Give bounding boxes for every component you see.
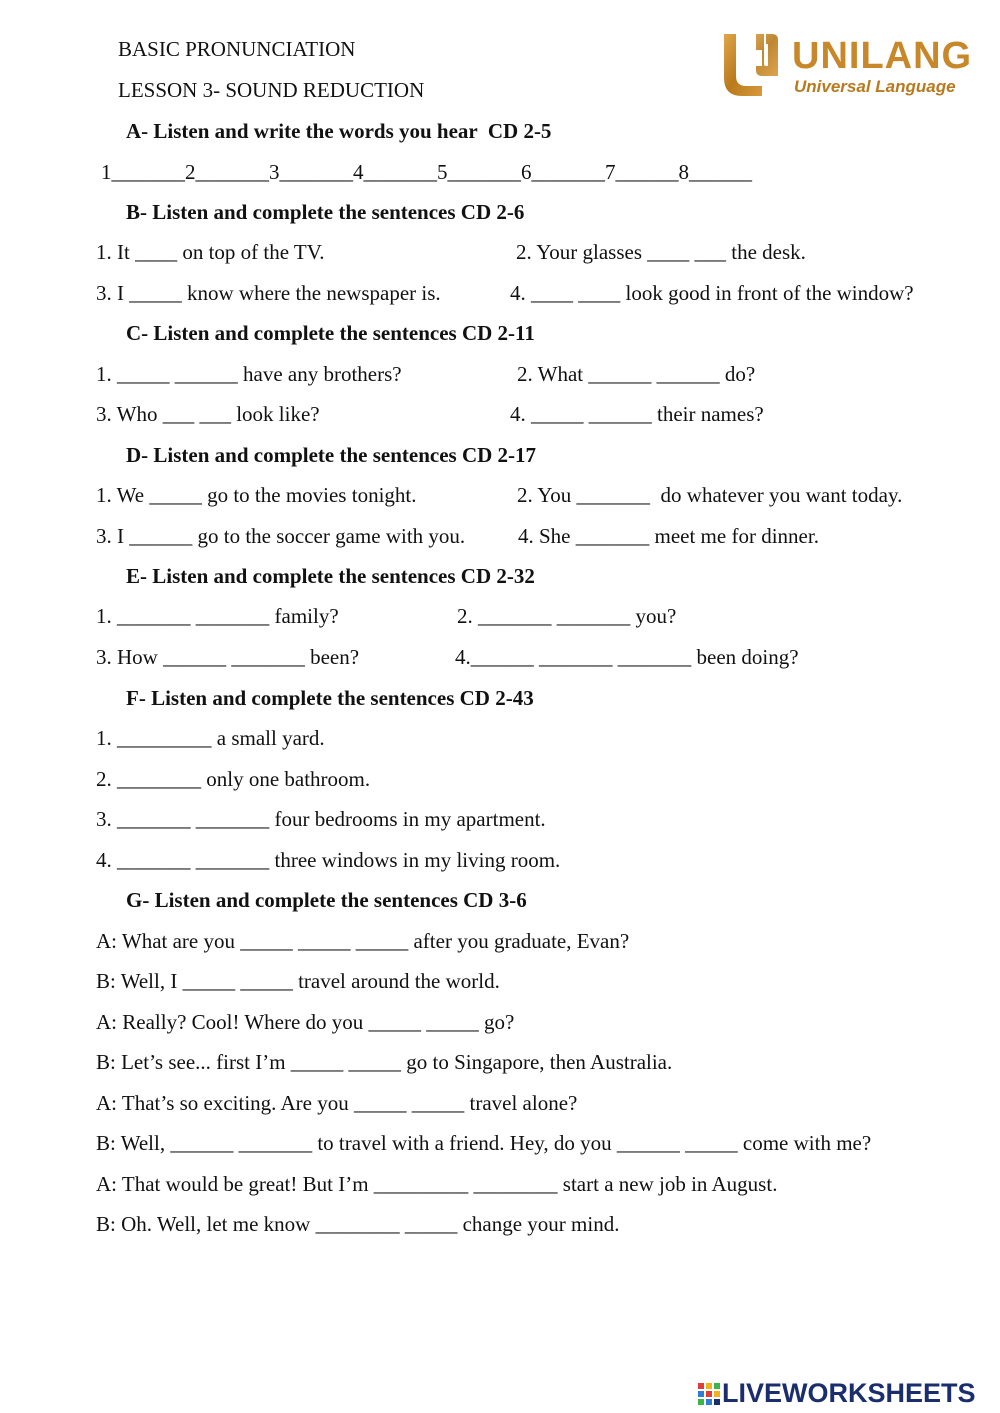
- section-g-heading: G- Listen and complete the sentences CD 3-6: [126, 888, 527, 912]
- dialogue-line[interactable]: A: What are you _____ _____ _____ after you graduate, Evan?: [96, 929, 630, 953]
- section-b-q4[interactable]: 4. ____ ____ look good in front of the window?: [510, 281, 914, 305]
- section-c-q2[interactable]: 2. What ______ ______ do?: [517, 362, 756, 386]
- section-c-q4[interactable]: 4. _____ ______ their names?: [510, 402, 764, 426]
- section-d-q2[interactable]: 2. You _______ do whatever you want today.: [517, 483, 903, 507]
- section-e-heading: E- Listen and complete the sentences CD 2-32: [126, 564, 535, 588]
- section-e-q4[interactable]: 4.______ _______ _______ been doing?: [455, 645, 799, 669]
- page-title: BASIC PRONUNCIATION: [118, 37, 356, 61]
- dialogue-line[interactable]: A: That would be great! But I’m _________ ________ start a new job in August.: [96, 1172, 778, 1196]
- dialogue-line[interactable]: B: Let’s see... first I’m _____ _____ go to Singapore, then Australia.: [96, 1050, 673, 1074]
- dialogue-line[interactable]: A: That’s so exciting. Are you _____ _____ travel alone?: [96, 1091, 578, 1115]
- section-b-heading: B- Listen and complete the sentences CD 2-6: [126, 200, 525, 224]
- section-b-q3[interactable]: 3. I _____ know where the newspaper is.: [96, 281, 441, 305]
- section-b-q2[interactable]: 2. Your glasses ____ ___ the desk.: [516, 240, 806, 264]
- footer-brand: LIVEWORKSHEETS: [722, 1378, 976, 1408]
- lesson-title: LESSON 3- SOUND REDUCTION: [118, 78, 425, 102]
- section-f-q2[interactable]: 2. ________ only one bathroom.: [96, 767, 371, 791]
- section-d-q4[interactable]: 4. She _______ meet me for dinner.: [518, 524, 819, 548]
- section-f-heading: F- Listen and complete the sentences CD 2-43: [126, 686, 534, 710]
- section-a-heading: A- Listen and write the words you hear CD 2-5: [126, 119, 552, 143]
- section-b-q1[interactable]: 1. It ____ on top of the TV.: [96, 240, 325, 264]
- section-d-q3[interactable]: 3. I ______ go to the soccer game with you.: [96, 524, 466, 548]
- dialogue-line[interactable]: B: Well, I _____ _____ travel around the world.: [96, 969, 500, 993]
- section-f-q4[interactable]: 4. _______ _______ three windows in my living room.: [96, 848, 561, 872]
- section-d-heading: D- Listen and complete the sentences CD 2-17: [126, 443, 537, 467]
- section-e-q1[interactable]: 1. _______ _______ family?: [96, 604, 339, 628]
- liveworksheets-logo-icon: [697, 1382, 721, 1406]
- section-a-blanks[interactable]: 1_______2_______3_______4_______5_______6_______7______8______: [101, 160, 752, 184]
- section-e-q3[interactable]: 3. How ______ _______ been?: [96, 645, 360, 669]
- section-d-q1[interactable]: 1. We _____ go to the movies tonight.: [96, 483, 417, 507]
- section-e-q2[interactable]: 2. _______ _______ you?: [457, 604, 677, 628]
- dialogue-line[interactable]: B: Oh. Well, let me know ________ _____ change your mind.: [96, 1212, 620, 1236]
- section-c-q1[interactable]: 1. _____ ______ have any brothers?: [96, 362, 402, 386]
- logo-name: UNILANG: [792, 35, 973, 77]
- logo-tagline: Universal Language: [794, 77, 956, 96]
- dialogue-line[interactable]: A: Really? Cool! Where do you _____ _____ go?: [96, 1010, 515, 1034]
- section-f-q3[interactable]: 3. _______ _______ four bedrooms in my apartment.: [96, 807, 546, 831]
- dialogue-line[interactable]: B: Well, ______ _______ to travel with a friend. Hey, do you ______ _____ come with me?: [96, 1131, 872, 1155]
- section-c-heading: C- Listen and complete the sentences CD 2-11: [126, 321, 535, 345]
- section-f-q1[interactable]: 1. _________ a small yard.: [96, 726, 325, 750]
- section-c-q3[interactable]: 3. Who ___ ___ look like?: [96, 402, 320, 426]
